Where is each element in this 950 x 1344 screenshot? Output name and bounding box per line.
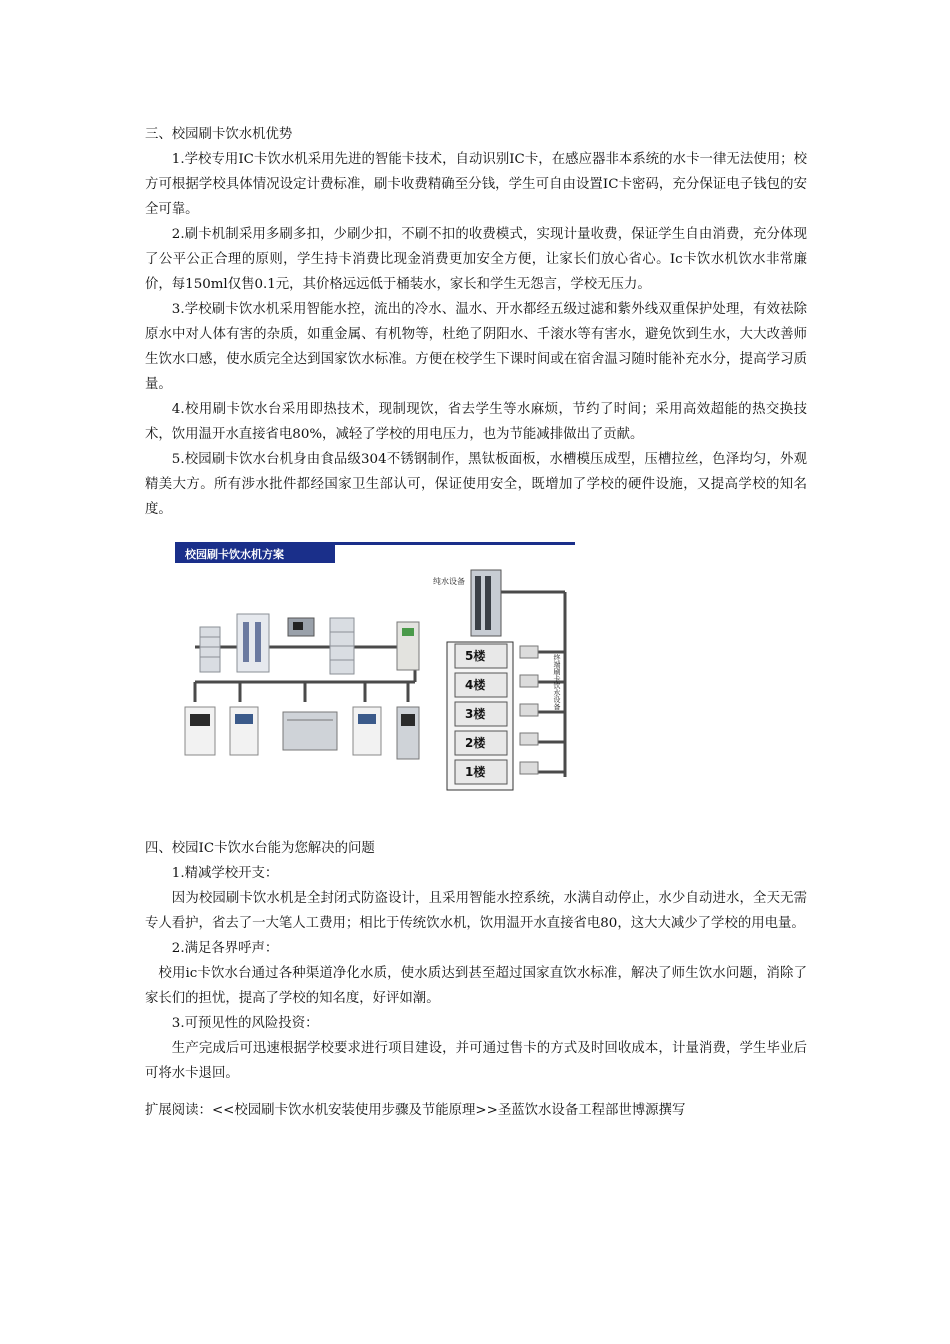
- section4-heading: 四、校园IC卡饮水台能为您解决的问题: [145, 841, 375, 856]
- control-cabinet: [397, 622, 419, 670]
- dispenser-1: [185, 707, 215, 755]
- floor-label: 3楼: [465, 707, 486, 721]
- diagram-title: 校园刷卡饮水机方案: [185, 548, 284, 561]
- section3-paragraph-4: 4.校用刷卡饮水台采用即热技术，现制现饮，省去学生等水麻烦，节约了时间；采用高效超能的热交换技术，饮用温开水直接省电80%，减轻了学校的用电压力，也为节能减排做出了贡献。: [145, 402, 807, 442]
- section3-paragraph-3: 3.学校刷卡饮水机采用智能水控，流出的冷水、温水、开水都经五级过滤和紫外线双重保护处理，有效祛除原水中对人体有害的杂质，如重金属、有机物等，杜绝了阴阳水、千滚水等有害水，避免饮到生水，大大改善师生饮水口感，使水质完全达到国家饮水标准。方便在校学生下课时间或在宿舍温习随时能补充水分，提高学习质量。: [145, 302, 807, 392]
- dispenser-4: [353, 707, 381, 755]
- section3-paragraph-1: 1.学校专用IC卡饮水机采用先进的智能卡技术，自动识别IC卡，在感应器非本系统的水卡一律无法使用；校方可根据学校具体情况设定计费标准，刷卡收费精确至分钱，学生可自由设置IC卡密码，充分保证电子钱包的安全可靠。: [145, 152, 807, 217]
- floor-label: 4楼: [465, 678, 486, 692]
- section4-item-1-title: 1.精减学校开支：: [171, 866, 279, 881]
- section4-item-1-body: 因为校园刷卡饮水机是全封闭式防盗设计，且采用智能水控系统，水满自动停止，水少自动进水，全天无需专人看护，省去了一大笔人工费用；相比于传统饮水机，饮用温开水直接省电80，这大大减少了学校的用电量。: [145, 891, 807, 931]
- section3-paragraph-2: 2.刷卡机制采用多刷多扣，少刷少扣，不刷不扣的收费模式，实现计量收费，保证学生自由消费，充分体现了公平公正合理的原则，学生持卡消费比现金消费更加安全方便，让家长们放心省心。Ic卡饮水机饮水非常廉价，每150ml仅售0.1元，其价格远远低于桶装水，家长和学生无怨言，学校无压力。: [145, 227, 807, 292]
- section3-heading: 三、校园刷卡饮水机优势: [145, 127, 293, 142]
- title-bar-line: [175, 542, 575, 545]
- floor-label: 1楼: [465, 765, 486, 779]
- raw-water-tank: [200, 627, 220, 672]
- section4-item-3-body: 生产完成后可迅速根据学校要求进行项目建设，并可通过售卡的方式及时回收成本，计量消费，学生毕业后可将水卡退回。: [145, 1041, 807, 1081]
- section4-item-3-title: 3.可预见性的风险投资：: [171, 1016, 319, 1031]
- purified-tank: [330, 618, 354, 674]
- water-dispenser-scheme-diagram: [175, 542, 575, 792]
- floor-tower: [447, 642, 513, 790]
- pure-water-equipment: [471, 570, 501, 636]
- terminal-side-label: 终端刷卡饮水设备: [553, 654, 561, 710]
- dispenser-5: [397, 707, 419, 759]
- extended-reading: 扩展阅读：<<校园刷卡饮水机安装使用步骤及节能原理>>圣蓝饮水设备工程部世博源撰写: [145, 1103, 686, 1118]
- floor-terminals: [520, 646, 538, 774]
- scheme-diagram-svg: [175, 542, 575, 792]
- section3-paragraph-5: 5.校园刷卡饮水台机身由食品级304不锈钢制作，黑钛板面板，水槽模压成型，压槽拉丝，色泽均匀，外观精美大方。所有涉水批件都经国家卫生部认可，保证使用安全，既增加了学校的硬件设施，又提高学校的知名度。: [145, 452, 807, 517]
- section4-item-2-body: 校用ic卡饮水台通过各种渠道净化水质，使水质达到甚至超过国家直饮水标准，解决了师生饮水问题，消除了家长们的担忧，提高了学校的知名度，好评如潮。: [145, 966, 807, 1006]
- uv-sterilizer: [288, 618, 314, 636]
- floor-label: 2楼: [465, 736, 486, 750]
- pure-water-label: 纯水设备: [433, 577, 465, 586]
- dispenser-3: [283, 712, 337, 750]
- floor-label: 5楼: [465, 649, 486, 663]
- section4-item-2-title: 2.满足各界呼声：: [171, 941, 279, 956]
- dispenser-2: [230, 707, 258, 755]
- filter-unit: [237, 614, 269, 672]
- document-page: [145, 122, 807, 1123]
